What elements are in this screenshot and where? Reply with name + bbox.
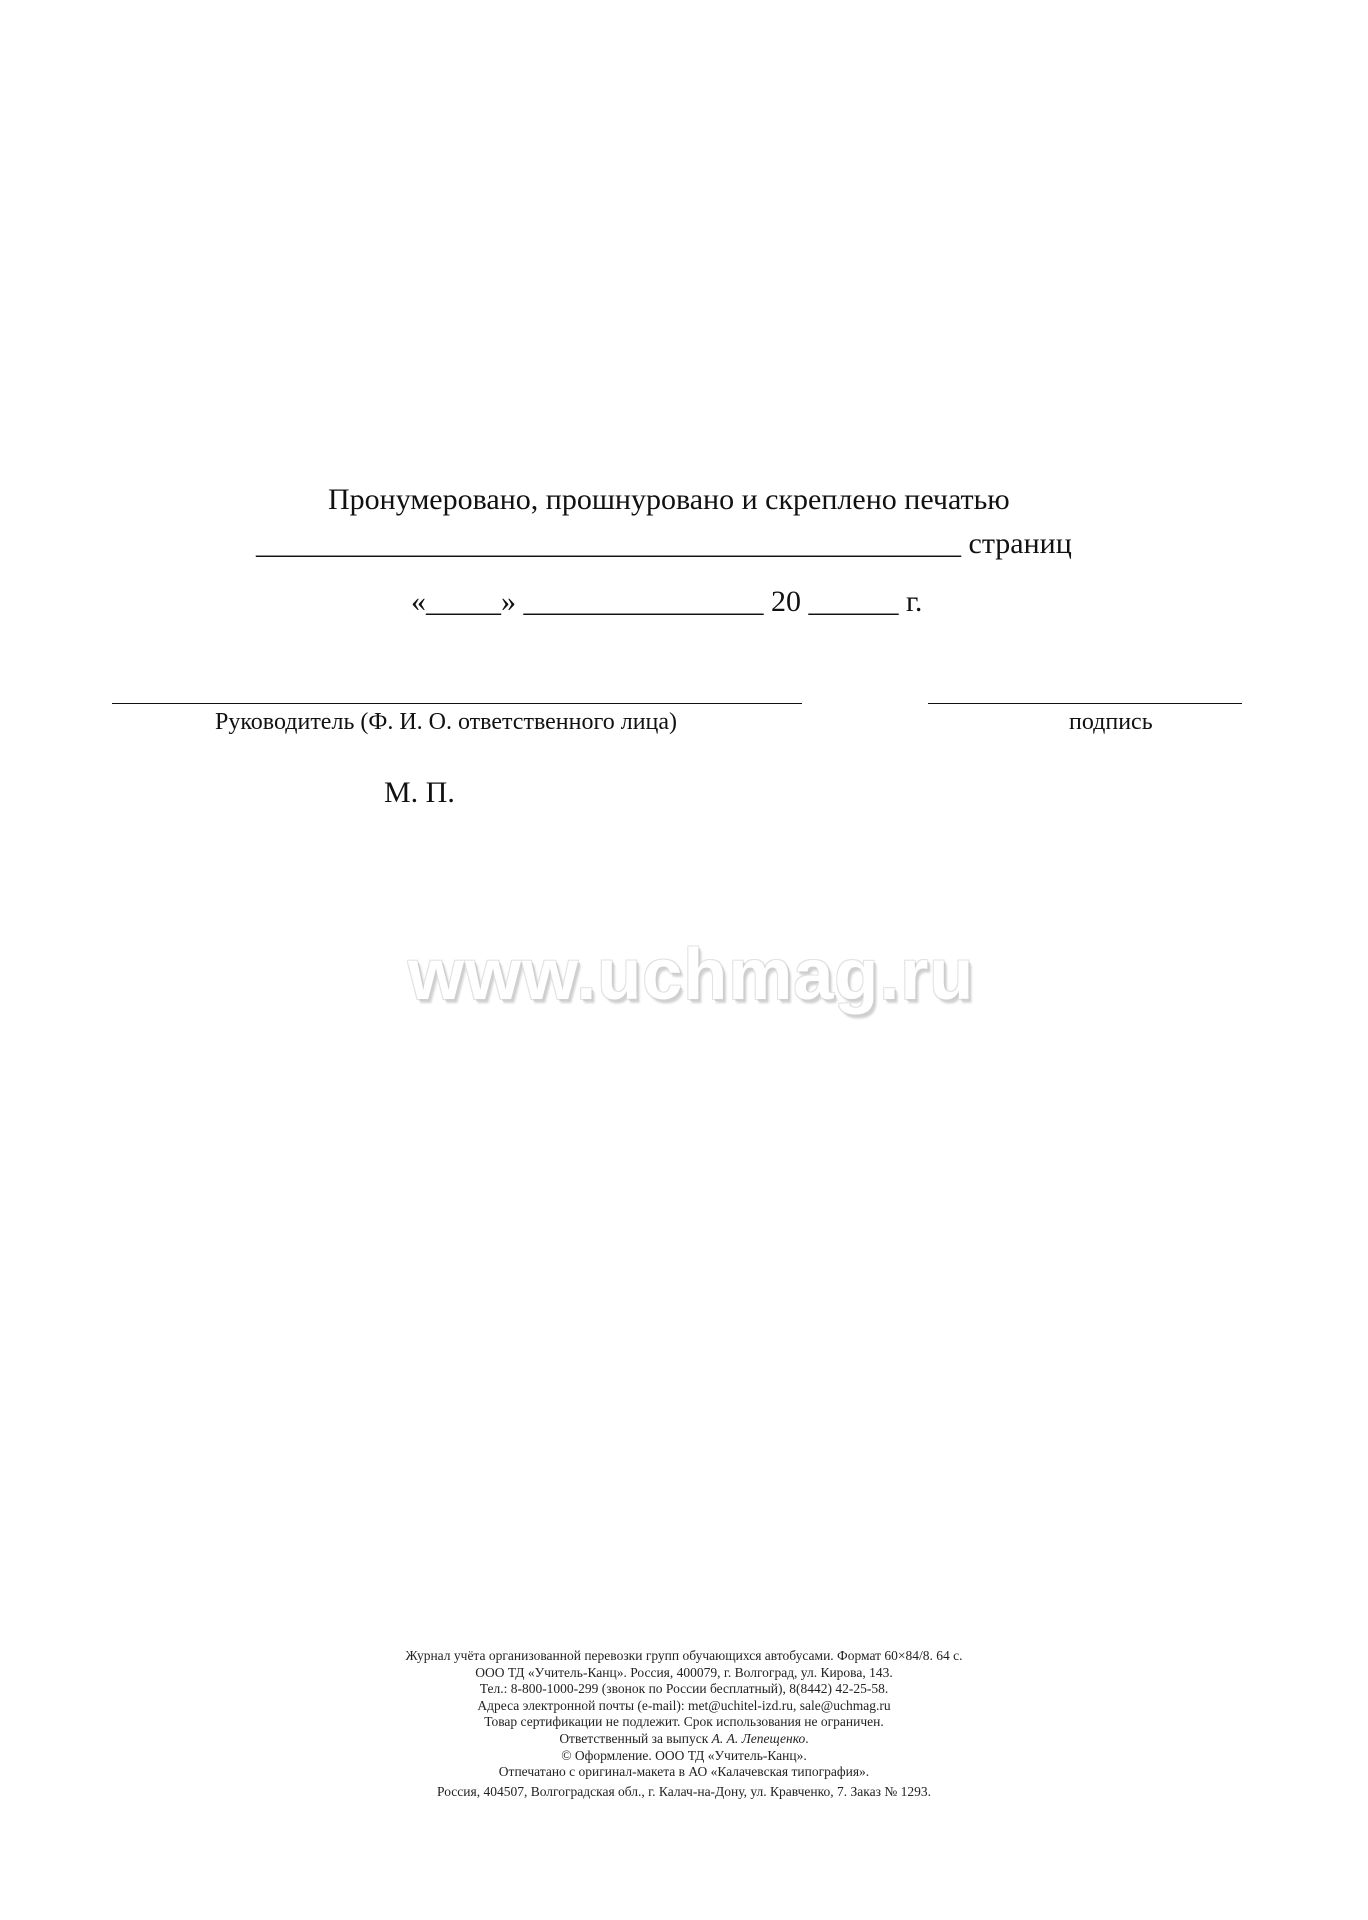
imprint-line: Отпечатано с оригинал-макета в АО «Калачевская типография». (498, 1764, 870, 1780)
signature-caption: подпись (1069, 709, 1153, 735)
watermark: www.uchmag.ru (408, 935, 975, 1015)
signature-rule (928, 703, 1242, 704)
imprint-line: ООО ТД «Учитель-Канц». Россия, 400079, г. Волгоград, ул. Кирова, 143. (475, 1664, 893, 1680)
imprint-line: Россия, 404507, Волгоградская обл., г. Калач-на-Дону, ул. Кравченко, 7. Заказ № 1293. (437, 1783, 931, 1799)
imprint-line: Журнал учёта организованной перевозки групп обучающихся автобусами. Формат 60×84/8. 64 с. (405, 1648, 963, 1663)
manager-caption: Руководитель (Ф. И. О. ответственного лица) (215, 709, 678, 735)
responsible-name: А. А. Лепещенко (711, 1730, 806, 1746)
stamp-place-label: М. П. (384, 776, 455, 809)
imprint-line: © Оформление. ООО ТД «Учитель-Канц». (561, 1747, 807, 1763)
responsible-label: Ответственный за выпуск (559, 1730, 709, 1746)
imprint-block (0, 1648, 1368, 1800)
imprint-line: Тел.: 8-800-1000-299 (звонок по России бесплатный), 8(8442) 42-25-58. (479, 1681, 889, 1697)
pages-count-line: _______________________________________________ страниц (256, 527, 1072, 560)
certification-heading: Пронумеровано, прошнуровано и скреплено печатью (328, 483, 1010, 516)
manager-name-rule (112, 703, 802, 704)
imprint-line: Товар сертификации не подлежит. Срок использования не ограничен. (484, 1714, 884, 1730)
date-line: «_____» ________________ 20 ______ г. (411, 585, 923, 618)
imprint-line: Ответственный за выпуск А. А. Лепещенко. (559, 1730, 809, 1746)
imprint-line: Адреса электронной почты (e-mail): met@uchitel-izd.ru, sale@uchmag.ru (477, 1697, 891, 1713)
